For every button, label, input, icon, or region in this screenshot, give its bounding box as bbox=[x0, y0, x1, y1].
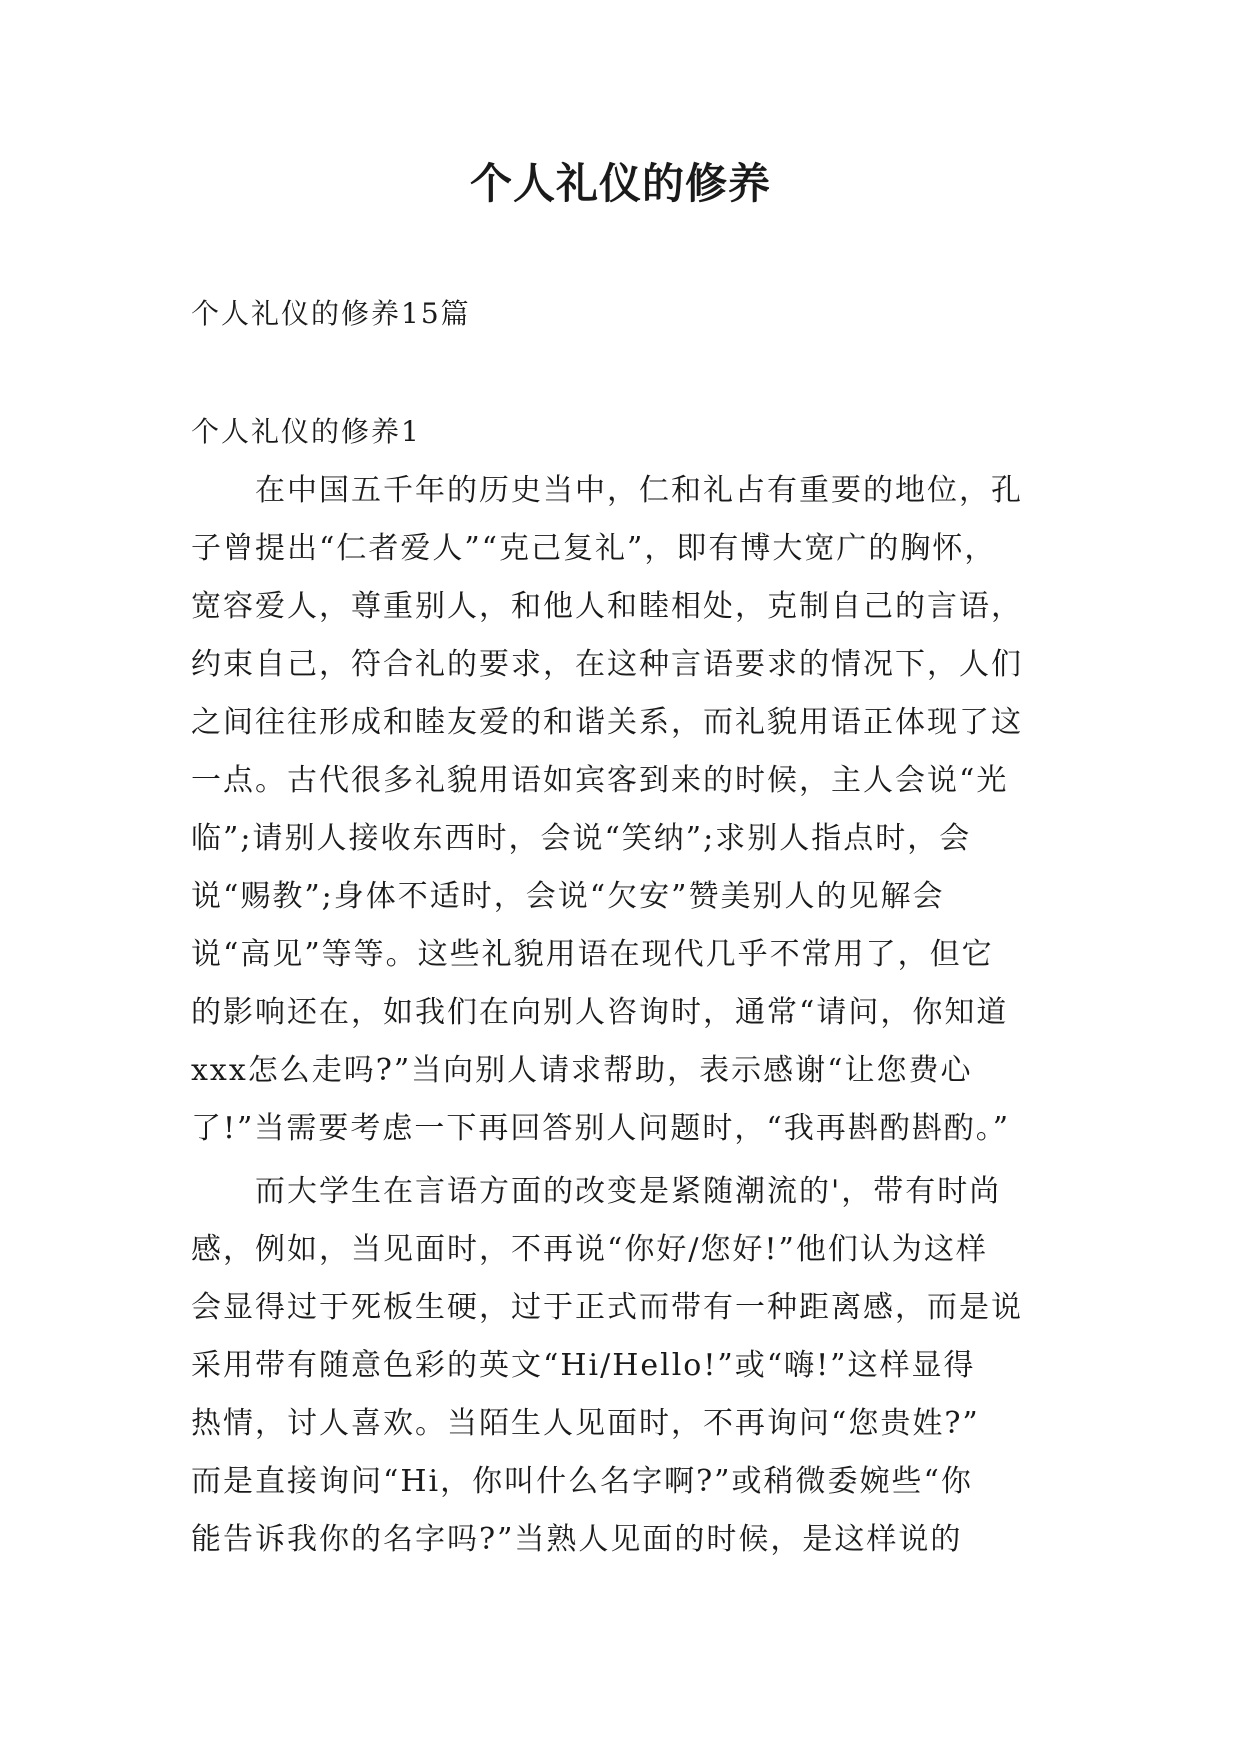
section-heading: 个人礼仪的修养1 bbox=[191, 415, 421, 448]
paragraph-line: 采用带有随意色彩的英文“Hi/Hello!”或“嗨!”这样显得 bbox=[191, 1348, 976, 1383]
document-title: 个人礼仪的修养 bbox=[469, 159, 771, 208]
paragraph-line: 能告诉我你的名字吗?”当熟人见面的时候，是这样说的 bbox=[191, 1522, 963, 1557]
paragraph-line: 了!”当需要考虑一下再回答别人问题时，“我再斟酌斟酌。” bbox=[191, 1111, 1011, 1146]
paragraph bbox=[191, 1163, 1071, 1569]
paragraph-line: xxx怎么走吗?”当向别人请求帮助，表示感谢“让您费心 bbox=[191, 1053, 973, 1088]
paragraph-line: 说“赐教”;身体不适时，会说“欠安”赞美别人的见解会 bbox=[191, 879, 945, 914]
paragraph-line: 而大学生在言语方面的改变是紧随潮流的'，带有时尚 bbox=[255, 1174, 1002, 1209]
paragraph-line: 说“高见”等等。这些礼貌用语在现代几乎不常用了，但它 bbox=[191, 937, 994, 972]
paragraph-line: 的影响还在，如我们在向别人咨询时，通常“请问，你知道 bbox=[191, 995, 1009, 1030]
paragraph-line: 在中国五千年的历史当中，仁和礼占有重要的地位，孔 bbox=[255, 473, 1023, 508]
paragraph-line: 之间往往形成和睦友爱的和谐关系，而礼貌用语正体现了这 bbox=[191, 705, 1023, 740]
paragraph-line: 临”;请别人接收东西时，会说“笑纳”;求别人指点时，会 bbox=[191, 821, 972, 856]
document-subtitle: 个人礼仪的修养15篇 bbox=[191, 297, 471, 330]
paragraph-line: 感，例如，当见面时，不再说“你好/您好!”他们认为这样 bbox=[191, 1232, 988, 1267]
paragraph-line: 子曾提出“仁者爱人”“克己复礼”，即有博大宽广的胸怀， bbox=[191, 531, 997, 566]
paragraph bbox=[191, 462, 1071, 1158]
paragraph-line: 宽容爱人，尊重别人，和他人和睦相处，克制自己的言语， bbox=[191, 589, 1023, 624]
paragraph-line: 而是直接询问“Hi，你叫什么名字啊?”或稍微委婉些“你 bbox=[191, 1464, 973, 1499]
paragraph-line: 热情，讨人喜欢。当陌生人见面时，不再询问“您贵姓?” bbox=[191, 1406, 980, 1441]
paragraph-line: 会显得过于死板生硬，过于正式而带有一种距离感，而是说 bbox=[191, 1290, 1023, 1325]
paragraph-line: 约束自己，符合礼的要求，在这种言语要求的情况下，人们 bbox=[191, 647, 1023, 682]
paragraph-line: 一点。古代很多礼貌用语如宾客到来的时候，主人会说“光 bbox=[191, 763, 1009, 798]
